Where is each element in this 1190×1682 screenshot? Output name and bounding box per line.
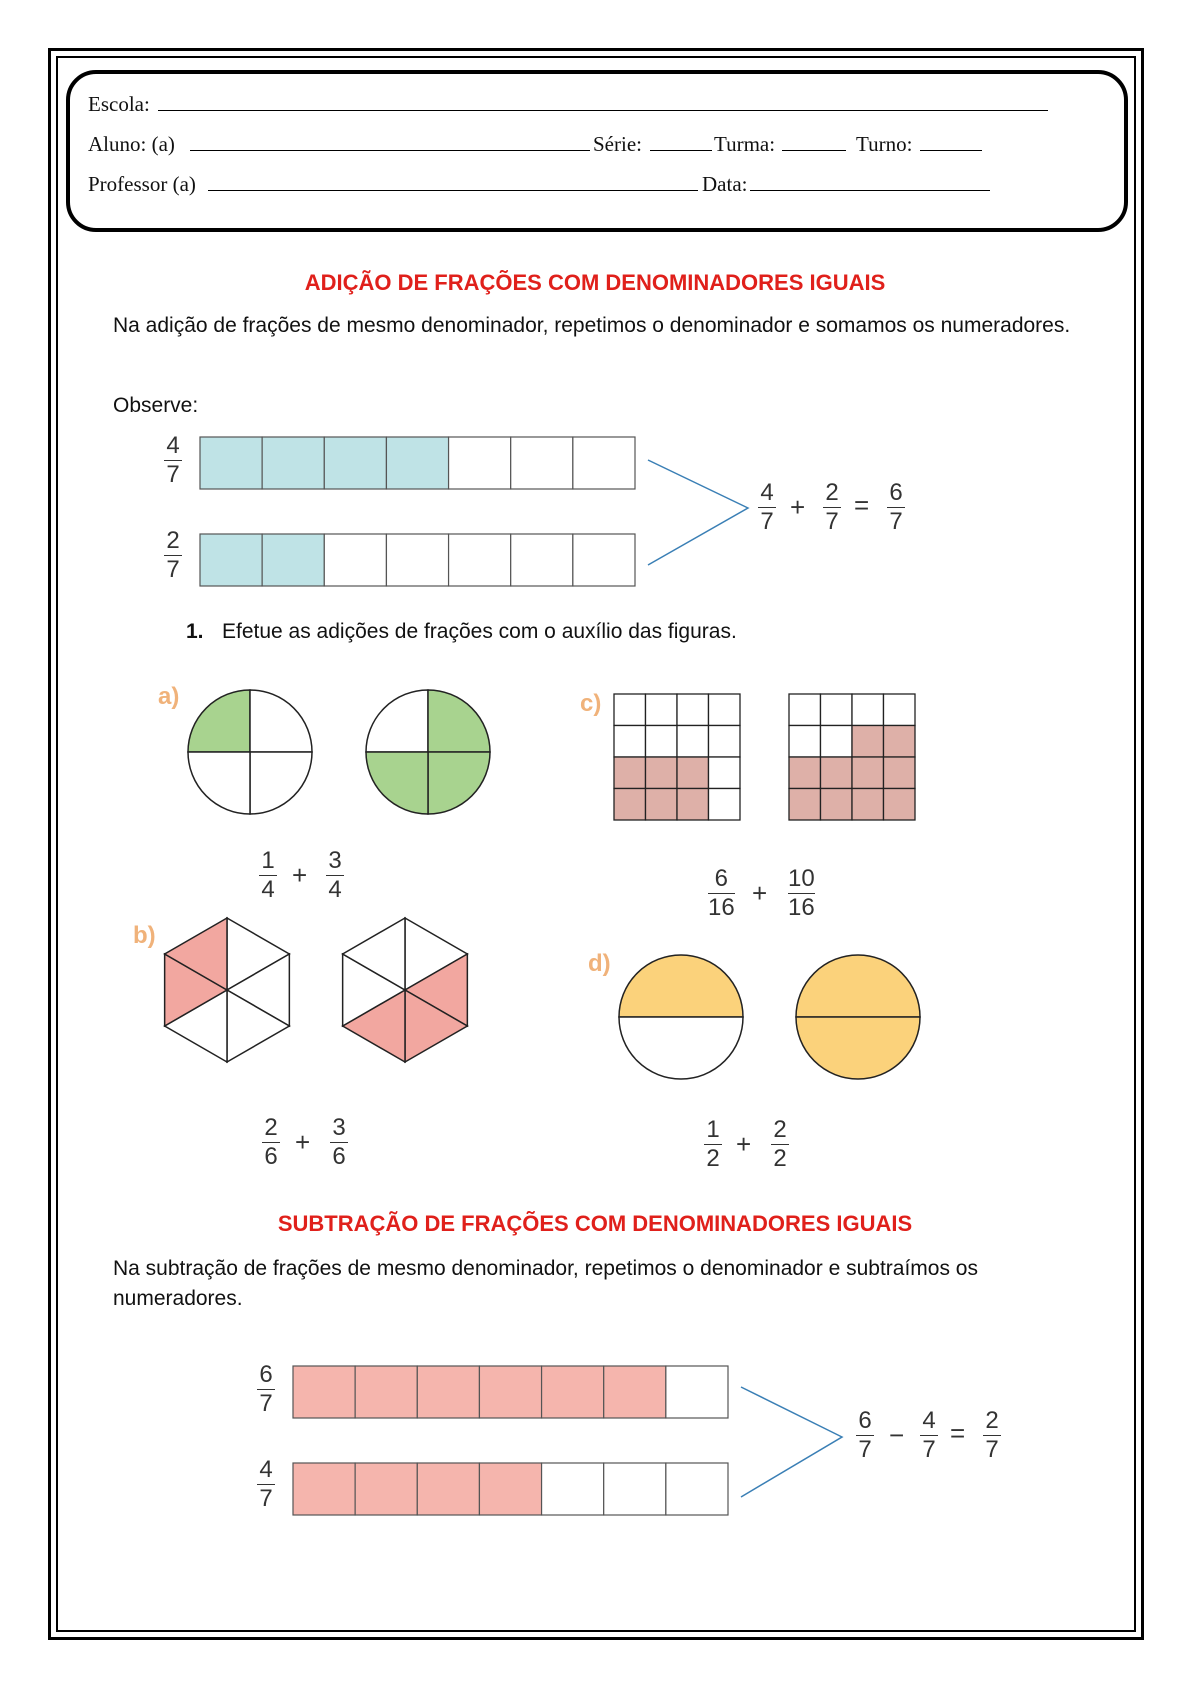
sub-connector — [741, 1387, 842, 1497]
addition-title: ADIÇÃO DE FRAÇÕES COM DENOMINADORES IGUAIS — [304, 270, 886, 295]
class-label: Turma: — [714, 132, 776, 156]
add-eq-plus: + — [790, 492, 806, 522]
item-c-label: c) — [580, 690, 602, 717]
exercise-text: Efetue as adições de frações com o auxílio das figuras. — [222, 620, 737, 643]
sub-eq-minus: − — [889, 1420, 905, 1450]
add-eq-equals: = — [854, 490, 870, 520]
sub-bar1-cell — [355, 1366, 417, 1418]
exercise-number: 1. — [186, 620, 204, 643]
item-d-plus: + — [736, 1129, 752, 1159]
school-label: Escola: — [88, 92, 150, 116]
grade-label: Série: — [593, 132, 642, 156]
sub-eq-b: 4 7 — [920, 1408, 938, 1463]
sub-bar1-cell — [542, 1366, 604, 1418]
numerator: 2 — [166, 527, 180, 554]
sub-bar1-cell — [604, 1366, 666, 1418]
add-eq-a: 4 7 — [758, 480, 776, 535]
sub-bar1-cell — [479, 1366, 541, 1418]
denominator: 7 — [166, 461, 180, 488]
item-a-fraction-1: 1 4 — [259, 848, 277, 903]
item-c-plus: + — [752, 878, 768, 908]
subtraction-rule: Na subtração de frações de mesmo denominador, repetimos o denominador e subtraímos os numeradores. — [113, 1257, 978, 1310]
item-b-label: b) — [133, 922, 156, 949]
item-a-plus: + — [292, 860, 308, 890]
item-d-fraction-2: 2 2 — [771, 1117, 789, 1172]
denominator: 7 — [166, 556, 180, 583]
sub-bar2-cell — [666, 1463, 728, 1515]
item-a-fraction-2: 3 4 — [326, 848, 344, 903]
add-eq-result: 6 7 — [887, 480, 905, 535]
student-label: Aluno: (a) — [88, 132, 175, 156]
item-b-fraction-1: 2 6 — [262, 1115, 280, 1170]
teacher-label: Professor (a) — [88, 172, 196, 196]
sub-bar2-cell — [479, 1463, 541, 1515]
sub-eq-equals: = — [950, 1418, 966, 1448]
sub-eq-result: 2 7 — [983, 1408, 1001, 1463]
sub-bar2-fraction: 4 7 — [257, 1457, 275, 1512]
numerator: 4 — [166, 432, 180, 459]
item-d-label: d) — [588, 950, 611, 977]
sub-bar1-cell — [417, 1366, 479, 1418]
sub-bar2-cell — [293, 1463, 355, 1515]
shift-label: Turno: — [856, 132, 913, 156]
date-label: Data: — [702, 172, 748, 196]
sub-bar2-cell — [604, 1463, 666, 1515]
item-d-fraction-1: 1 2 — [704, 1117, 722, 1172]
item-a-label: a) — [158, 683, 180, 710]
addition-rule: Na adição de frações de mesmo denominador, repetimos o denominador e somamos os numeradores. — [113, 314, 1071, 337]
sub-bar2-cell — [542, 1463, 604, 1515]
sub-bar2-cell — [355, 1463, 417, 1515]
sub-bar1-cell — [666, 1366, 728, 1418]
item-c-fraction-2: 10 16 — [788, 865, 815, 921]
sub-eq-a: 6 7 — [856, 1408, 874, 1463]
add-eq-b: 2 7 — [823, 480, 841, 535]
sub-bar1-cell — [293, 1366, 355, 1418]
observe-label: Observe: — [113, 394, 199, 417]
item-c-fraction-1: 6 16 — [708, 865, 735, 921]
item-b-fraction-2: 3 6 — [330, 1115, 348, 1170]
sub-bar2-cell — [417, 1463, 479, 1515]
sub-bar1-fraction: 6 7 — [257, 1362, 275, 1417]
item-b-plus: + — [295, 1127, 311, 1157]
subtraction-title: SUBTRAÇÃO DE FRAÇÕES COM DENOMINADORES IGUAIS — [277, 1211, 913, 1236]
